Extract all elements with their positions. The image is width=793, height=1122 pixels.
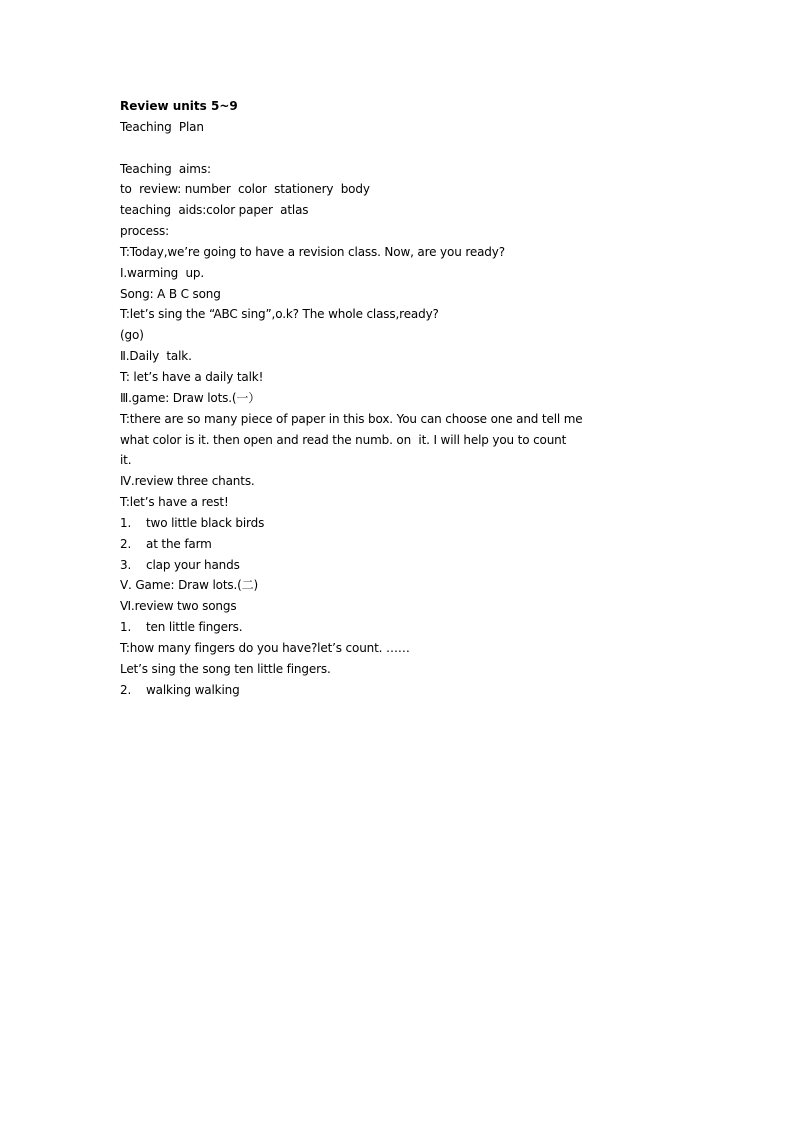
document-subtitle: Teaching Plan	[120, 119, 204, 134]
list-item	[120, 555, 680, 576]
section-line: (go)	[120, 328, 144, 343]
section-heading: Ⅱ.Daily talk.	[120, 349, 192, 364]
list-item-number: 1.	[120, 620, 132, 635]
section-heading: Ⅰ.warming up.	[120, 265, 205, 280]
section-line: T:let’s sing the “ABC sing”,o.k? The whole class,ready?	[120, 307, 439, 322]
list-item-text: at the farm	[146, 536, 212, 551]
document-page	[120, 96, 680, 700]
section-line: T:there are so many piece of paper in this box. You can choose one and tell me	[120, 411, 583, 426]
section-line: T: let’s have a daily talk!	[120, 369, 264, 384]
section-heading: Ⅲ.game: Draw lots.(一）	[120, 390, 261, 405]
section-line: Song: A B C song	[120, 286, 221, 301]
list-item-text: ten little fingers.	[146, 620, 243, 635]
document-title: Review units 5~9	[120, 99, 238, 113]
list-item-number: 2.	[120, 536, 132, 551]
aids-line: teaching aids:color paper atlas	[120, 203, 309, 218]
section-line: T:let’s have a rest!	[120, 495, 229, 510]
list-item	[120, 534, 680, 555]
list-item-number: 3.	[120, 557, 132, 572]
list-item	[120, 680, 680, 701]
aims-heading: Teaching aims:	[120, 161, 211, 176]
blank-line	[120, 138, 680, 159]
section-heading: Ⅳ.review three chants.	[120, 474, 255, 489]
list-item-text: clap your hands	[146, 557, 240, 572]
list-item	[120, 513, 680, 534]
list-item	[120, 617, 680, 638]
section-line: T:how many fingers do you have?let’s count. ……	[120, 640, 410, 655]
section-line: it.	[120, 453, 132, 468]
section-line: Let’s sing the song ten little fingers.	[120, 661, 331, 676]
list-item-number: 2.	[120, 682, 132, 697]
list-item-text: two little black birds	[146, 515, 265, 530]
section-heading: Ⅴ. Game: Draw lots.(二)	[120, 578, 259, 593]
list-item-text: walking walking	[146, 682, 240, 697]
section-heading: Ⅵ.review two songs	[120, 599, 237, 614]
process-heading: process:	[120, 224, 169, 239]
aims-line: to review: number color stationery body	[120, 182, 370, 197]
section-line: what color is it. then open and read the numb. on it. I will help you to count	[120, 432, 567, 447]
list-item-number: 1.	[120, 515, 132, 530]
intro-line: T:Today,we’re going to have a revision class. Now, are you ready?	[120, 244, 505, 259]
